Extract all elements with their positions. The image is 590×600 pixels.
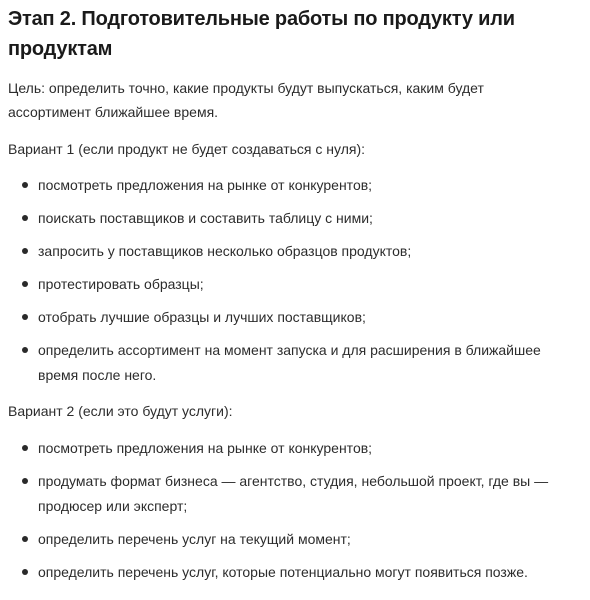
bullet-icon [22,536,28,542]
bullet-icon [22,215,28,221]
variant-1-label: Вариант 1 (если продукт не будет создаваться с нуля): [8,141,365,157]
bullet-icon [22,347,28,353]
list-item-text: поискать поставщиков и составить таблицу с ними; [38,210,373,226]
list-item-text: определить перечень услуг, которые потенциально могут появиться позже. [38,564,528,580]
bullet-icon [22,569,28,575]
list-item-text: запросить у поставщиков несколько образцов продуктов; [38,243,412,259]
bullet-icon [22,182,28,188]
list-item-text: отобрать лучшие образцы и лучших поставщиков; [38,309,366,325]
bullet-icon [22,445,28,451]
bullet-icon [22,478,28,484]
bullet-icon [22,314,28,320]
goal-paragraph: Цель: определить точно, какие продукты будут выпускаться, каким будет ассортимент ближайшее время. [8,80,484,120]
list-item-text: продумать формат бизнеса — агентство, студия, небольшой проект, где вы — продюсер или эксперт; [38,473,549,514]
list-item-text: посмотреть предложения на рынке от конкурентов; [38,440,373,456]
list-item-text: определить перечень услуг на текущий момент; [38,531,351,547]
section-heading: Этап 2. Подготовительные работы по продукту или продуктам [8,8,515,60]
list-item-text: посмотреть предложения на рынке от конкурентов; [38,177,373,193]
bullet-icon [22,248,28,254]
bullet-icon [22,281,28,287]
list-item-text: определить ассортимент на момент запуска и для расширения в ближайшее время после него. [38,342,541,383]
list-item-text: протестировать образцы; [38,276,204,292]
variant-2-label: Вариант 2 (если это будут услуги): [8,403,233,419]
